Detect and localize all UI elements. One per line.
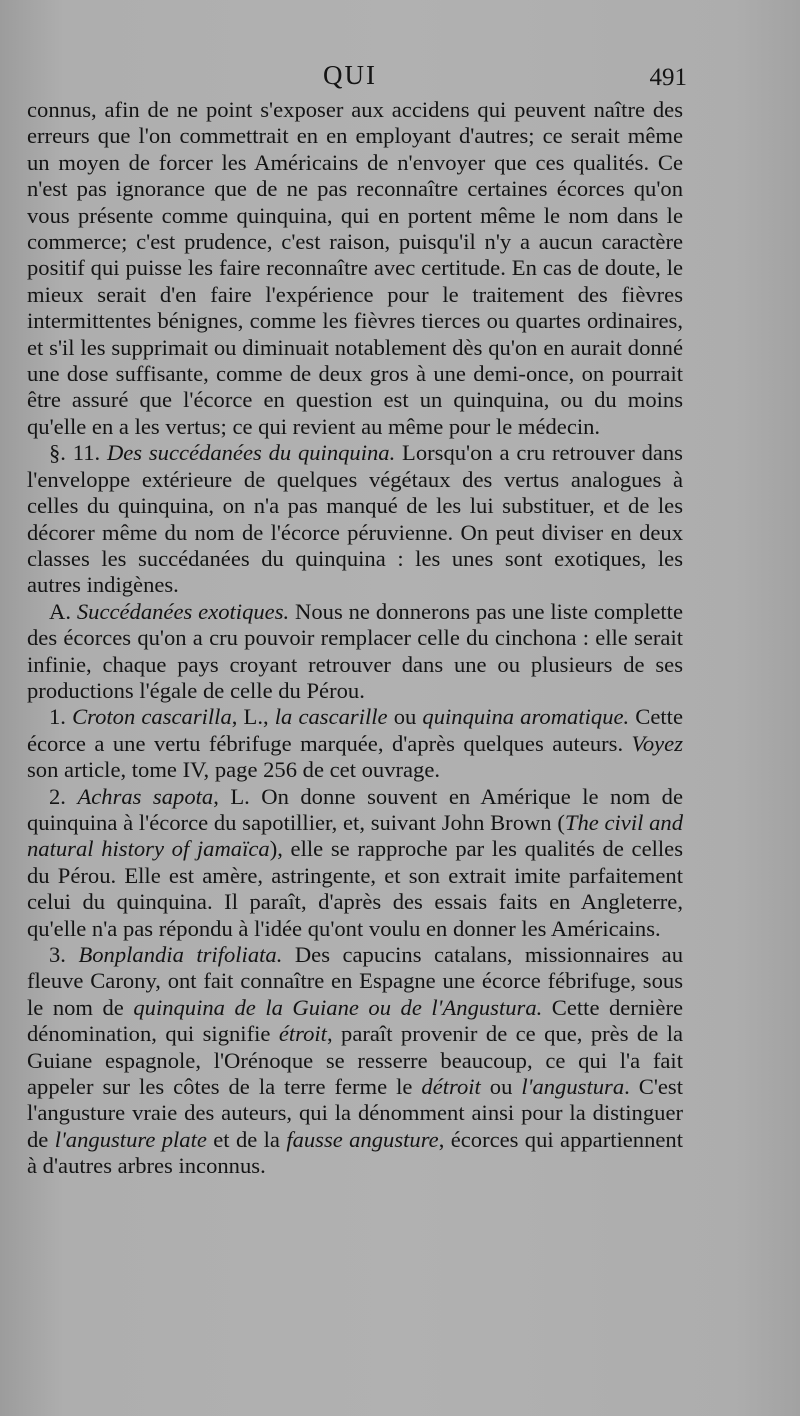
- text-run: Lorsqu'on a cru retrouver dans l'enveloppe extérieure de quelques végétaux des vertus analogues à celles du quinquina, on n'a pas manqué de les lui substituer, et de les décorer même du nom de l'écorce péruvienne. On peut diviser en deux classes les succédanées du quinquina : les unes sont exotiques, les autres indigènes.: [27, 440, 683, 598]
- paragraph-bonplandia: [27, 942, 683, 1180]
- text-run: ou: [480, 1074, 522, 1100]
- paragraph-achras: [27, 784, 683, 942]
- italic-text-run: Bonplandia trifoliata.: [78, 942, 283, 967]
- paragraph-croton: [27, 704, 683, 783]
- italic-text-run: Des succédanées du quinquina.: [106, 440, 396, 466]
- paragraph-exotiques: [27, 599, 683, 705]
- page-number: 491: [649, 64, 687, 91]
- italic-text-run: la cascarille: [274, 704, 388, 730]
- italic-text-run: Succédanées exotiques.: [76, 598, 290, 624]
- paragraph-succedanees: [27, 440, 683, 598]
- italic-text-run: étroit: [278, 1021, 327, 1047]
- italic-text-run: Achras sapota: [77, 783, 214, 809]
- text-run: A.: [49, 598, 77, 624]
- text-run: , L. On donne souvent en Amérique le nom de quinquina à l'écorce du sapotillier, et, suivant John Brown (: [27, 783, 683, 835]
- text-run: et de la: [206, 1126, 287, 1152]
- italic-text-run: Voyez: [631, 730, 683, 756]
- page-header: [0, 58, 800, 98]
- italic-text-run: fausse angusture: [286, 1126, 439, 1152]
- text-run: , paraît provenir de ce que, près de la Guiane espagnole, l'Orénoque se resserre beaucoup, ce qui l'a fait appeler sur les côtes de la terre ferme le: [27, 1021, 683, 1100]
- italic-text-run: l'angustura: [521, 1074, 625, 1100]
- text-run: Cette dernière dénomination, qui signifie: [27, 994, 684, 1047]
- text-run: 2.: [49, 783, 78, 809]
- text-run: . C'est l'angusture vraie des auteurs, qui la dénomment ainsi pour la distinguer de: [27, 1074, 683, 1152]
- text-run: , écorces qui appartiennent à d'autres arbres inconnus.: [27, 1126, 683, 1179]
- text-run: Des capucins catalans, missionnaires au fleuve Carony, ont fait connaître en Espagne une écorce fébrifuge, sous le nom de: [27, 942, 683, 1020]
- text-run: son article, tome IV, page 256 de cet ouvrage.: [27, 757, 441, 783]
- italic-text-run: Croton cascarilla: [72, 704, 232, 730]
- running-title: QUI: [323, 60, 377, 90]
- body-text: [27, 97, 683, 1180]
- italic-text-run: l'angusture plate: [54, 1126, 207, 1152]
- text-run: , L.,: [231, 704, 275, 730]
- text-run: ou: [387, 704, 423, 730]
- italic-text-run: quinquina aromatique.: [422, 704, 630, 730]
- text-run: ), elle se rapproche par les qualités de celles du Pérou. Elle est amère, astringente, et son extrait imite parfaitement celui du quinquina. Il paraît, d'après des essais faits en Angleterre, qu'elle n'a pas répondu à l'idée qu'ont voulu en donner les Américains.: [27, 836, 683, 941]
- text-run: Cette écorce a une vertu fébrifuge marquée, d'après quelques auteurs.: [27, 704, 683, 756]
- text-run: §. 11.: [49, 440, 107, 466]
- text-run: connus, afin de ne point s'exposer aux accidens qui peuvent naître des erreurs que l'on commettrait en en employant d'autres; ce serait même un moyen de forcer les Américains de n'envoyer que ces qualités. Ce n'est pas ignorance que de ne pas reconnaître certaines écorces qu'on vous présente comme quinquina, qui en portent même le nom dans le commerce; c'est prudence, c'est raison, puisqu'il n'y a aucun caractère positif qui puisse les faire reconnaître avec certitude. En cas de doute, le mieux serait d'en faire l'expérience pour le traitement des fièvres intermittentes bénignes, comme les fièvres tierces ou quartes ordinaires, et s'il les supprimait ou diminuait notablement dès qu'on en aurait donné une dose suffisante, comme de deux gros à une demi-once, on pourrait être assuré que l'écorce en question est un quinquina, ou du moins qu'elle en a les vertus; ce qui revient au même pour le médecin.: [27, 97, 683, 439]
- text-run: 1.: [49, 704, 73, 730]
- paragraph-intro: [27, 97, 683, 440]
- italic-text-run: détroit: [421, 1074, 481, 1100]
- italic-text-run: The civil and natural history of jamaïca: [27, 809, 684, 862]
- text-run: Nous ne donnerons pas une liste complette des écorces qu'on a cru pouvoir remplacer celle du cinchona : elle serait infinie, chaque pays croyant retrouver dans une ou plusieurs de ses productions l'égale de celle du Pérou.: [27, 598, 683, 703]
- text-run: 3.: [49, 942, 79, 967]
- italic-text-run: quinquina de la Guiane ou de l'Angustura.: [133, 994, 543, 1020]
